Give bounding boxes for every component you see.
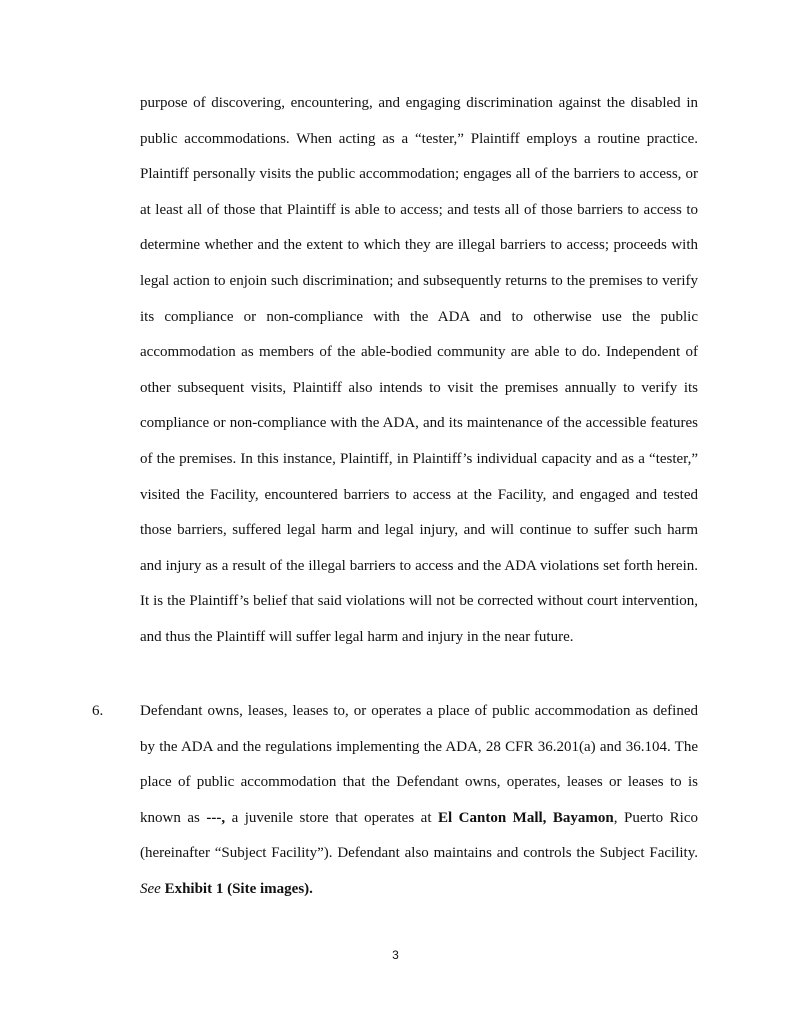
store-name: ---, [206,809,226,826]
paragraph-number: 6. [92,703,104,719]
store-location: El Canton Mall, Bayamon [437,809,614,826]
paragraph-6-text-3: , Puerto Rico (hereinafter “Subject Facility”). Defendant also maintains and controls the Subject Facility. [140,809,698,862]
exhibit-reference: Exhibit 1 (Site images). [160,880,313,897]
paragraph-continued: purpose of discovering, encountering, and engaging discrimination against the disabled in public accommodations. When acting as a “tester,” Plaintiff employs a routine practice. Plaintiff personally visits the public accommodation; engages all of the barriers to access, or at least all of those that Plaintiff is able to access; and tests all of those barriers to access to determine whether and the extent to which they are illegal barriers to access; proceeds with legal action to enjoin such discrimination; and subsequently returns to the premises to verify its compliance or non-compliance with the ADA and to otherwise use the public accommodation as members of the able-bodied community are able to do. Independent of other subsequent visits, Plaintiff also intends to visit the premises annually to verify its compliance or non-compliance with the ADA, and its maintenance of the accessible features of the premises. In this instance, Plaintiff, in Plaintiff’s individual capacity and as a “tester,” visited the Facility, encountered barriers to access at the Facility, and engaged and tested those barriers, suffered legal harm and legal injury, and will continue to suffer such harm and injury as a result of the illegal barriers to access and the ADA violations set forth herein. It is the Plaintiff’s belief that said violations will not be corrected without court intervention, and thus the Plaintiff will suffer legal harm and injury in the near future. [140,95,698,645]
paragraph-6-text-2: a juvenile store that operates at [225,809,438,826]
see-signal: See [140,880,161,897]
paragraph-6-text-1: Defendant owns, leases, leases to, or operates a place of public accommodation as defined by the ADA and the regulations implementing the ADA, 28 CFR 36.201(a) and 36.104. The place of public accommodation that the Defendant owns, operates, leases or leases to is known as [140,703,698,826]
page-number: 3 [392,948,399,962]
paragraph-6 [140,694,698,908]
